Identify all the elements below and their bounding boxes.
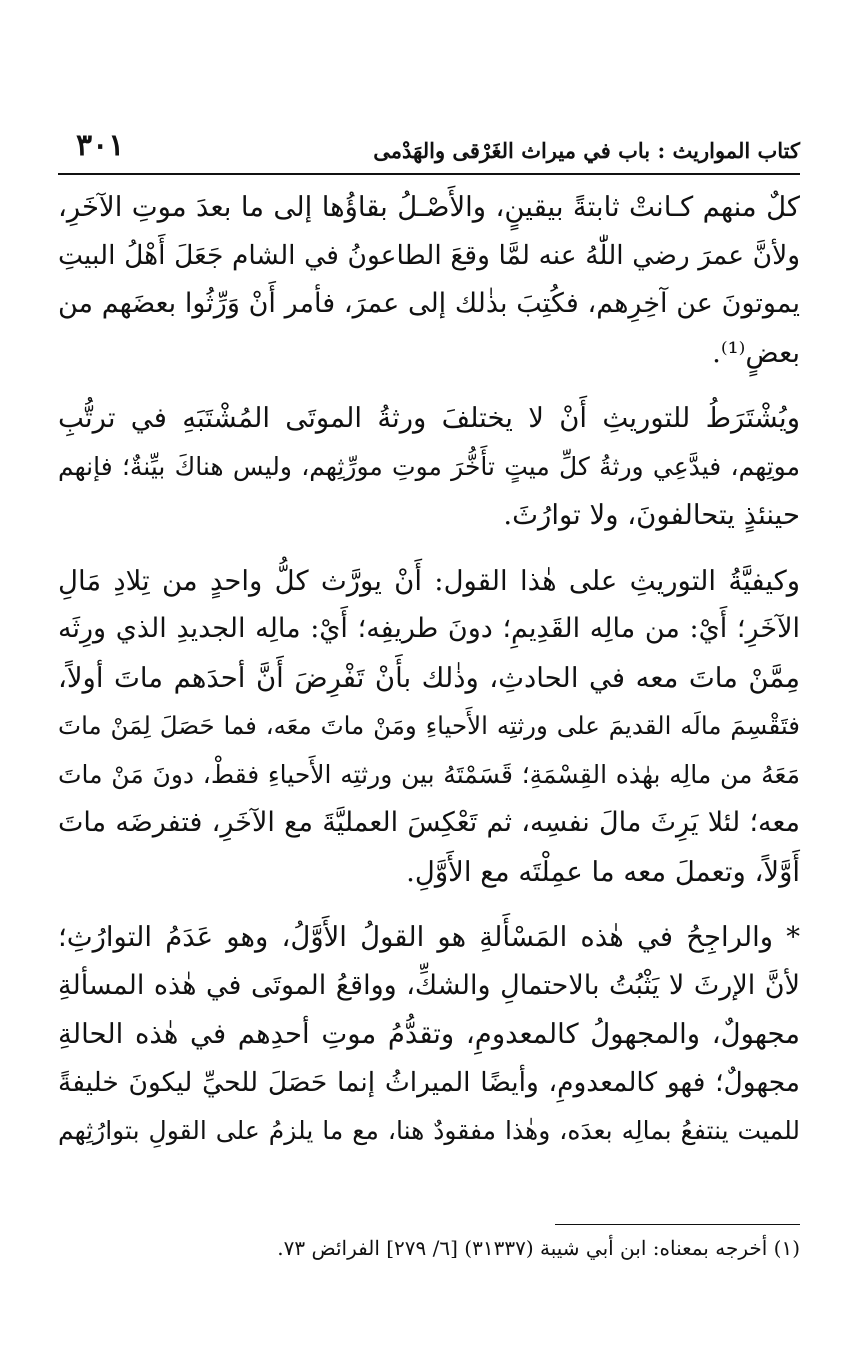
text-line: للميت ينتفعُ بمالِه بعدَه، وهٰذا مفقودٌ هنا، مع ما يلزمُ على القولِ بتوارُثِهم [58,1116,800,1145]
text-line: الآخَرِ؛ أَيْ: من مالِه القَدِيمِ؛ دونَ طريفِه؛ أَيْ: مالِه الجديدِ الذي ورِثَه [58,613,800,644]
text-line: أَوَّلاً، وتعملَ معه ما عمِلْتَه مع الأَوَّلِ. [406,855,800,888]
text-line: ويُشْتَرَطُ للتوريثِ أَنْ لا يختلفَ ورثةُ الموتَى المُشْتَبَهِ في ترتُّبِ [58,402,800,434]
text-line: كلٌ منهم كـانتْ ثابتةً بيقينٍ، والأَصْـلُ بقاؤُها إلى ما بعدَ موتِ الآخَرِ، [58,191,800,223]
text-line: مَعَهُ من مالِه بهٰذه القِسْمَةِ؛ قَسَمْتَهُ بين ورثتِه الأَحياءِ فقطْ، دونَ مَنْ ماتَ [58,759,800,789]
text-line: فتَقْسِمَ مالَه القديمَ على ورثتِه الأَحياءِ ومَنْ ماتَ معَه، فما حَصَلَ لِمَنْ ماتَ [58,711,800,740]
paragraph-3 [58,557,800,897]
chapter-title: كتاب المواريث : باب في ميراث الغَرْقى والهَدْمى [373,138,800,163]
text-line: لأنَّ الإرثَ لا يَثْبُتُ بالاحتمالِ والشكِّ، وواقعُ الموتَى في هٰذه المسألةِ [58,969,800,1001]
text-line: موتِهم، فيدَّعِي ورثةُ كلِّ ميتٍ تأَخُّرَ موتِ مورِّثِهم، وليس هناكَ بيِّنةٌ؛ فإنهم [58,451,800,481]
text-line: حينئذٍ يتحالفونَ، ولا توارُثَ. [503,499,800,531]
footnote: (١) أخرجه بمعناه: ابن أبي شيبة (٣١٣٣٧) [٦/ ٢٧٩] الفرائض ٧٣. [277,1236,800,1260]
paragraph-2 [58,394,800,540]
text-line: وكيفيَّةُ التوريثِ على هٰذا القول: أَنْ يورَّث كلُّ واحدٍ من تِلادِ مَالِ [58,564,800,597]
paragraph-1 [58,183,800,377]
text-line: مجهولٌ، والمجهولُ كالمعدومِ، وتقدُّمُ موتِ أحدِهم في هٰذه الحالةِ [58,1018,800,1050]
text-line: مِمَّنْ ماتَ معه في الحادثِ، وذٰلك بأَنْ تَفْرِضَ أَنَّ أحدَهم ماتَ أولاً، [58,661,800,694]
text-line: مجهولٌ؛ فهو كالمعدومِ، وأيضًا الميراثُ إنما حَصَلَ للحيِّ ليكونَ خليفةً [58,1066,800,1098]
text-line: يموتونَ عن آخِرِهم، فكُتِبَ بذٰلك إلى عمرَ، فأمر أَنْ وَرِّثُوا بعضَهم من [58,288,800,319]
paragraph-gap [58,377,800,394]
main-text [58,183,800,1156]
paragraph-gap [58,540,800,557]
footnote-divider [555,1224,800,1225]
paragraph-gap [58,896,800,913]
running-header [58,126,800,172]
header-divider [58,173,800,175]
text-line: معه؛ لئلا يَرِثَ مالَ نفسِه، ثم تَعْكِسَ العمليَّةَ مع الآخَرِ، فتفرضَه ماتَ [58,807,800,838]
paragraph-4 [58,913,800,1156]
page-number: ٣٠١ [76,128,125,163]
text-line: * والراجِحُ في هٰذه المَسْأَلةِ هو القولُ الأَوَّلُ، وهو عَدَمُ التوارُثِ؛ [58,921,800,953]
text-line: ولأنَّ عمرَ رضي اللّٰهُ عنه لمَّا وقعَ الطاعونُ في الشام جَعَلَ أَهْلُ البيتِ [58,239,800,271]
text-line: بعضٍ⁽¹⁾. [712,336,800,369]
